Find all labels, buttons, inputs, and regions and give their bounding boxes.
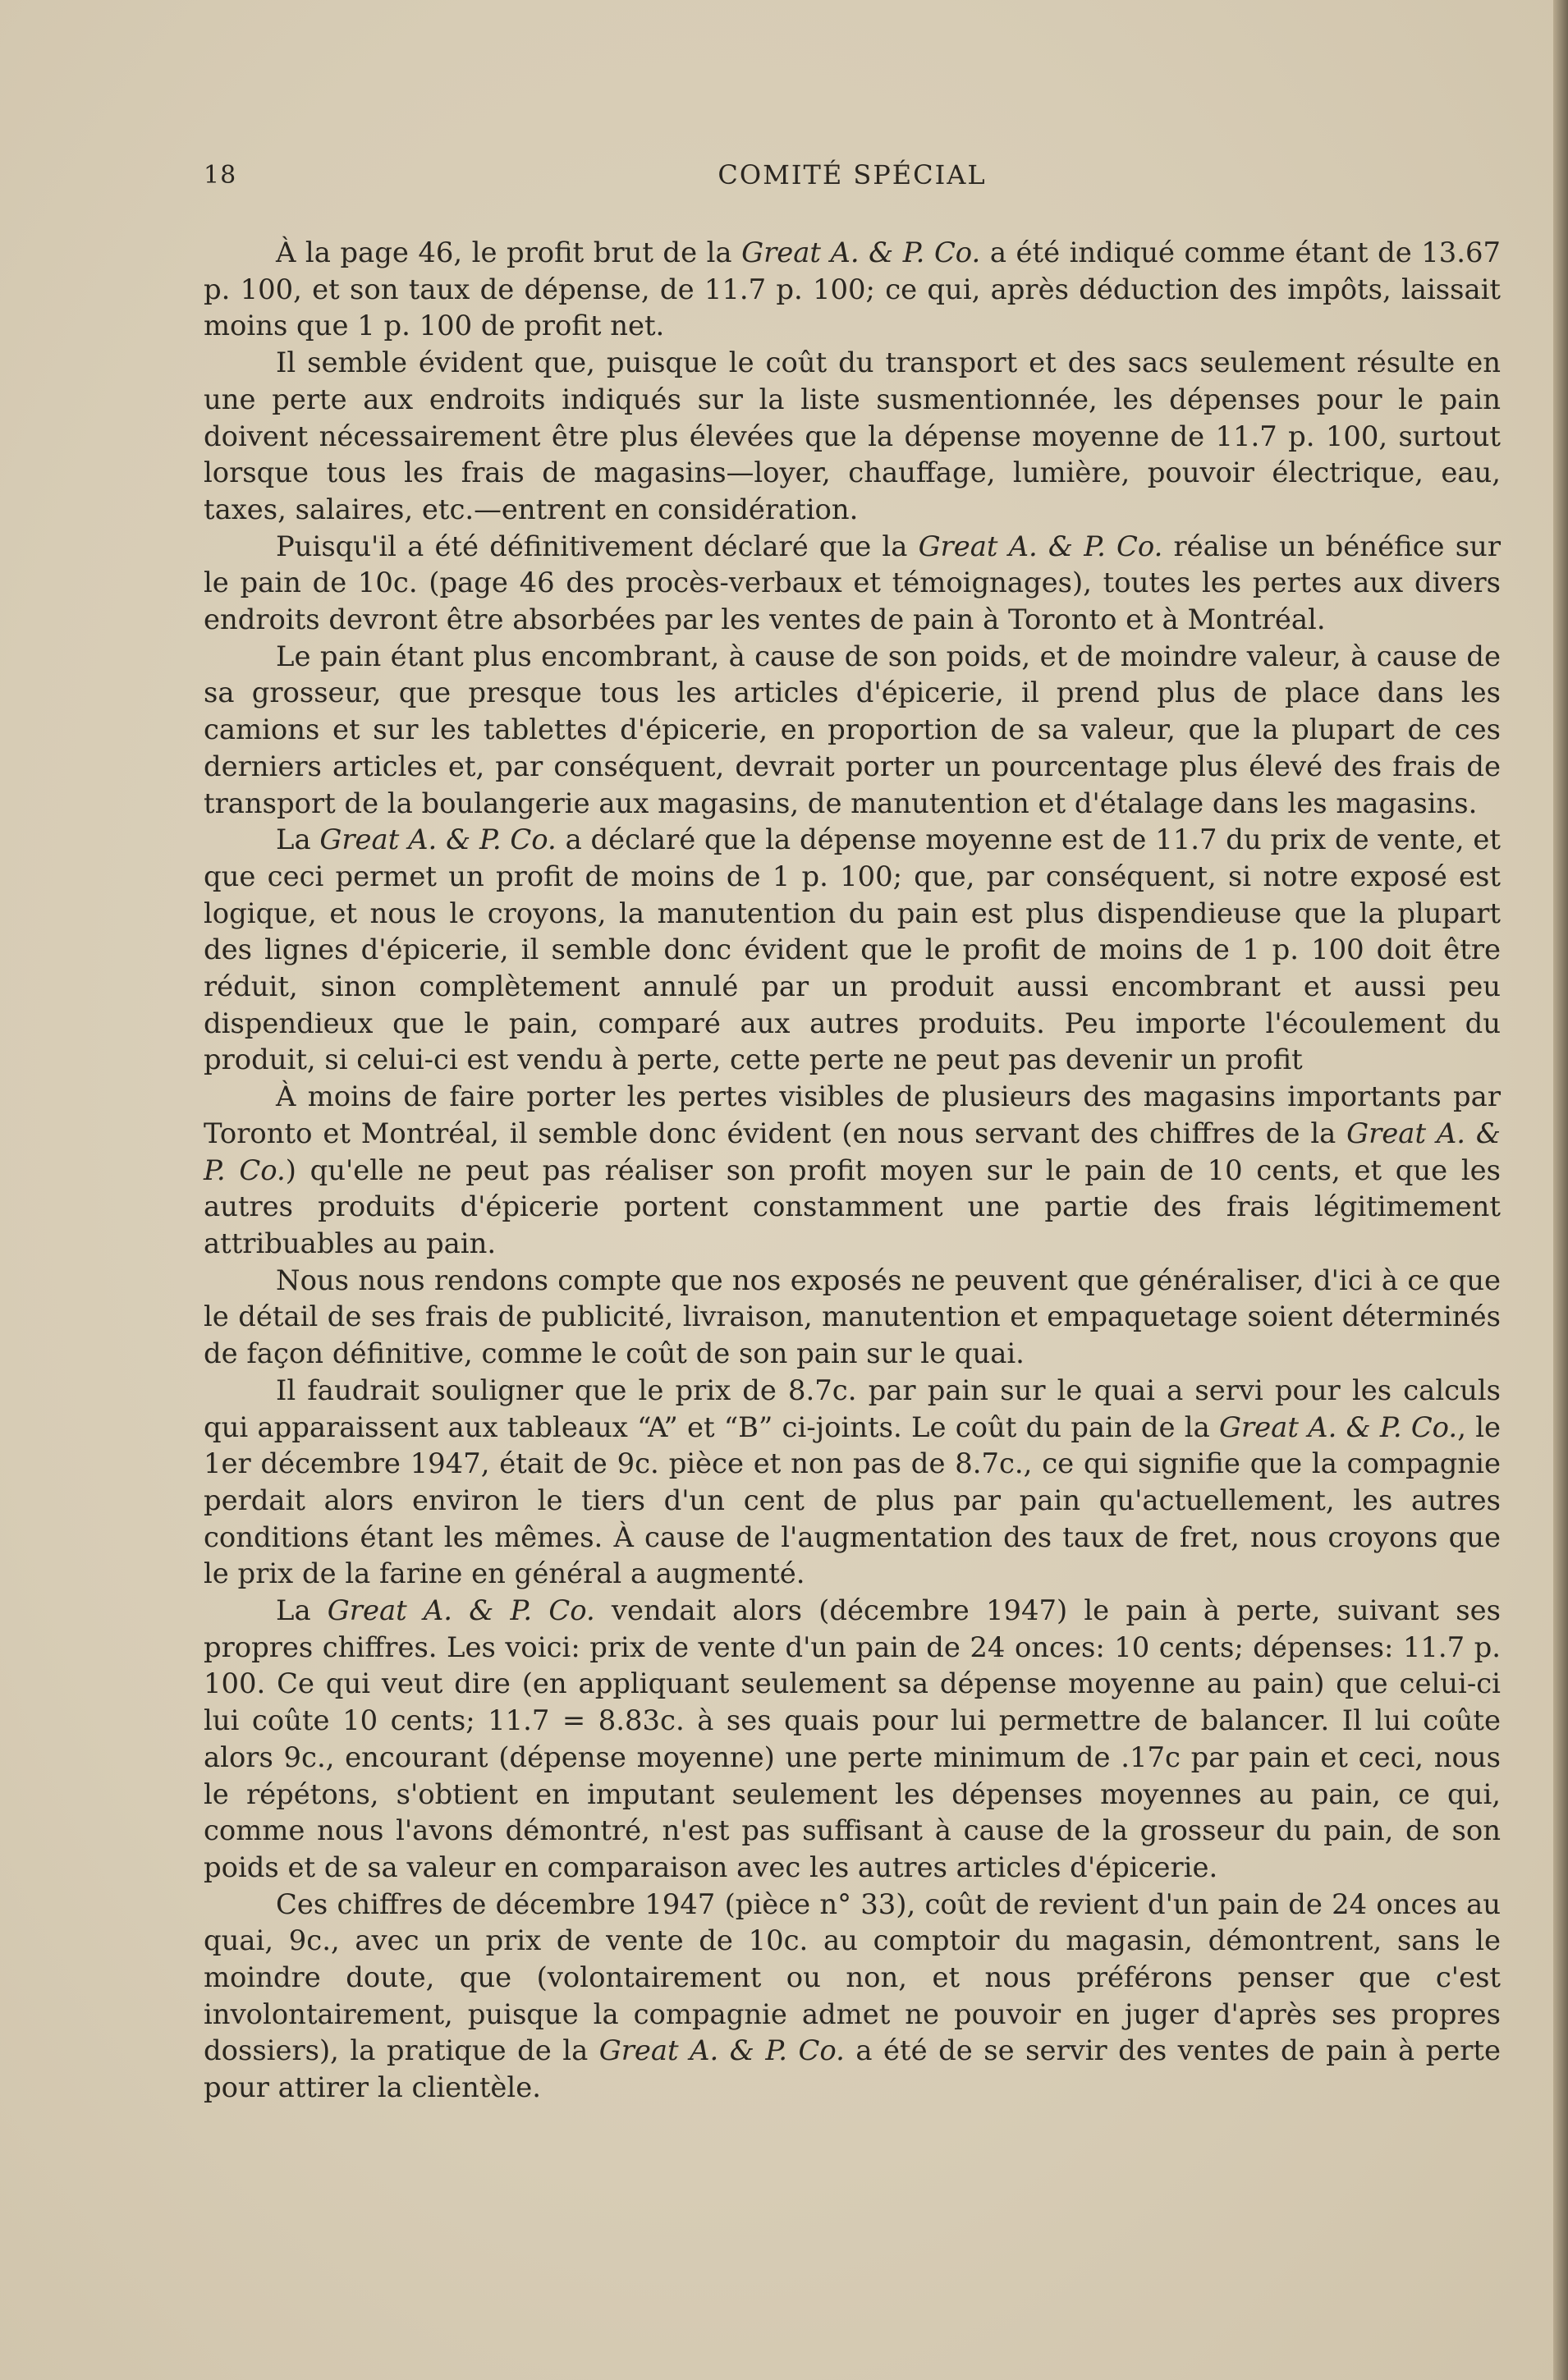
paragraph: À la page 46, le profit brut de la Great A. & P. Co. a été indiqué comme étant de 13.67 p. 100, et son taux de dépense, de 11.7 p. 100; ce qui, après déduction des impôts, laissait moins que 1 p. 100 de profit net.: [204, 236, 1501, 342]
paragraph: Puisqu'il a été définitivement déclaré que la Great A. & P. Co. réalise un bénéfice sur le pain de 10c. (page 46 des procès-verbaux et témoignages), toutes les pertes aux divers endroits devront être absorbées par les ventes de pain à Toronto et à Montréal.: [204, 530, 1501, 636]
paragraph: Il faudrait souligner que le prix de 8.7c. par pain sur le quai a servi pour les calculs qui apparaissent aux tableaux “A” et “B” ci-joints. Le coût du pain de la Great A. & P. Co., le 1er décembre 1947, était de 9c. pièce et non pas de 8.7c., ce qui signifie que la compagnie perdait alors environ le tiers d'un cent de plus par pain qu'actuellement, les autres conditions étant les mêmes. À cause de l'augmentation des taux de fret, nous croyons que le prix de la farine en général a augmenté.: [204, 1373, 1502, 1590]
running-head: COMITÉ SPÉCIAL: [718, 159, 987, 190]
company-name: Great A. & P. Co.: [741, 236, 981, 268]
body-text: [204, 235, 1501, 2107]
company-name: Great A. & P. Co.: [204, 1117, 1501, 1186]
company-name: Great A. & P. Co.: [319, 823, 557, 856]
paragraph: Il semble évident que, puisque le coût du transport et des sacs seulement résulte en une perte aux endroits indiqués sur la liste susmentionnée, les dépenses pour le pain doivent nécessairement être plus élevées que la dépense moyenne de 11.7 p. 100, surtout lorsque tous les frais de magasins—loyer, chauffage, lumière, pouvoir électrique, eau, taxes, salaires, etc.—entrent en considération.: [204, 346, 1501, 525]
paragraph: Nous nous rendons compte que nos exposés ne peuvent que généraliser, d'ici à ce que le détail de ses frais de publicité, livraison, manutention et empaquetage soient déterminés de façon définitive, comme le coût de son pain sur le quai.: [204, 1263, 1501, 1370]
page-number: 18: [204, 161, 237, 190]
company-name: Great A. & P. Co.: [598, 2034, 845, 2067]
paragraph: À moins de faire porter les pertes visibles de plusieurs des magasins importants par Toronto et Montréal, il semble donc évident (en nous servant des chiffres de la Great A. & P. Co.) qu'elle ne peut pas réaliser son profit moyen sur le pain de 10 cents, et que les autres produits d'épicerie portent constamment une partie des frais légitimement attribuables au pain.: [204, 1080, 1501, 1259]
paragraph: Le pain étant plus encombrant, à cause de son poids, et de moindre valeur, à cause de sa grosseur, que presque tous les articles d'épicerie, il prend plus de place dans les camions et sur les tablettes d'épicerie, en proportion de sa valeur, que la plupart de ces derniers articles et, par conséquent, devrait porter un pourcentage plus élevé des frais de transport de la boulangerie aux magasins, de manutention et d'étalage dans les magasins.: [204, 640, 1501, 819]
company-name: Great A. & P. Co.: [918, 530, 1163, 562]
paragraph: La Great A. & P. Co. vendait alors (décembre 1947) le pain à perte, suivant ses propres chiffres. Les voici: prix de vente d'un pain de 24 onces: 10 cents; dépenses: 11.7 p. 100. Ce qui veut dire (en appliquant seulement sa dépense moyenne au pain) que celui-ci lui coûte 10 cents; 11.7 = 8.83c. à ses quais pour lui permettre de balancer. Il lui coûte alors 9c., encourant (dépense moyenne) une perte minimum de .17c par pain et ceci, nous le répétons, s'obtient en imputant seulement les dépenses moyennes au pain, ce qui, comme nous l'avons démontré, n'est pas suffisant à cause de la grosseur du pain, de son poids et de sa valeur en comparaison avec les autres articles d'épicerie.: [204, 1594, 1501, 1883]
paragraph: La Great A. & P. Co. a déclaré que la dépense moyenne est de 11.7 du prix de vente, et que ceci permet un profit de moins de 1 p. 100; que, par conséquent, si notre exposé est logique, et nous le croyons, la manutention du pain est plus dispendieuse que la plupart des lignes d'épicerie, il semble donc évident que le profit de moins de 1 p. 100 doit être réduit, sinon complètement annulé par un produit aussi encombrant et aussi peu dispendieux que le pain, comparé aux autres produits. Peu importe l'écoulement du produit, si celui-ci est vendu à perte, cette perte ne peut pas devenir un profit: [204, 823, 1501, 1076]
page-edge-shadow: [1553, 0, 1568, 2380]
company-name: Great A. & P. Co.: [327, 1594, 595, 1627]
paragraph: Ces chiffres de décembre 1947 (pièce n° 33), coût de revient d'un pain de 24 onces au quai, 9c., avec un prix de vente de 10c. au comptoir du magasin, démontrent, sans le moindre doute, que (volontairement ou non, et nous préférons penser que c'est involontairement, puisque la compagnie admet ne pouvoir en juger d'après ses propres dossiers), la pratique de la Great A. & P. Co. a été de se servir des ventes de pain à perte pour attirer la clientèle.: [204, 1887, 1501, 2104]
page-header: [204, 156, 1501, 202]
company-name: Great A. & P. Co.: [1219, 1410, 1458, 1443]
